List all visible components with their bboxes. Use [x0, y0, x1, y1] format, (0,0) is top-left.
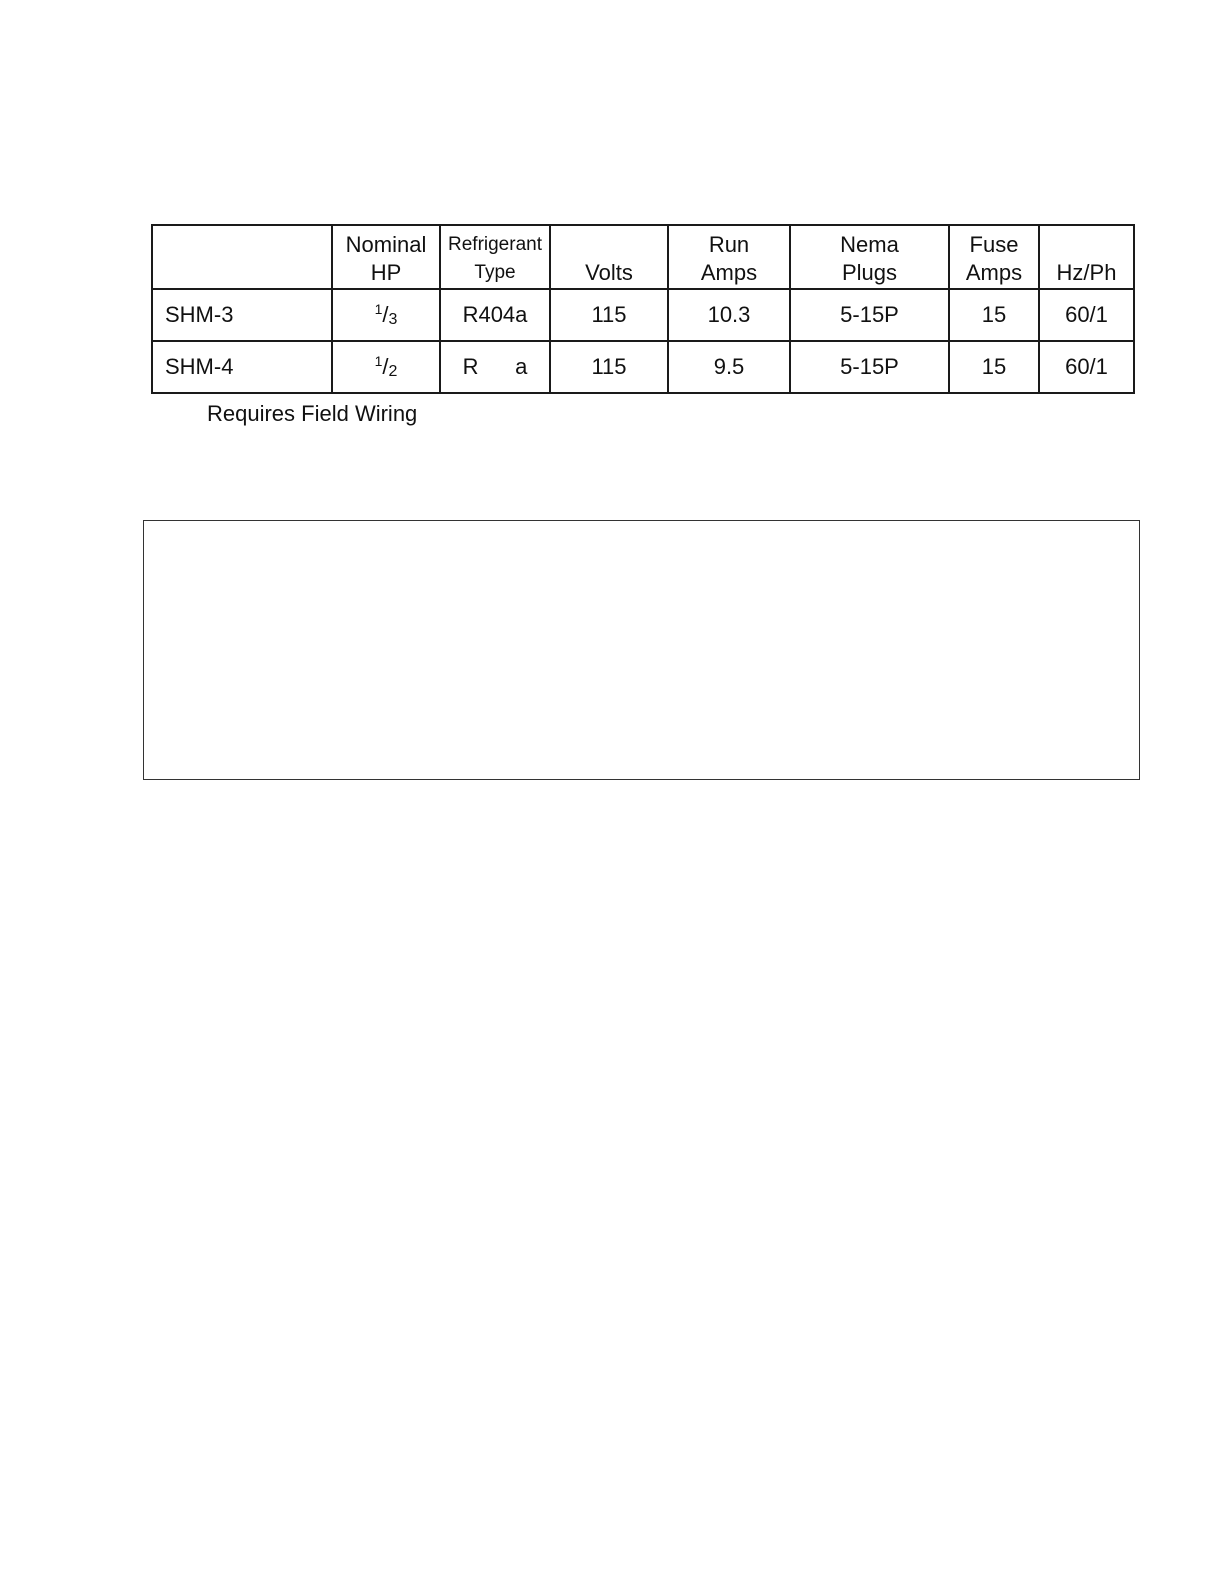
electrical-spec-table: [151, 224, 1135, 394]
cell-fuse-amps: 15: [949, 341, 1039, 393]
cell-nominal-hp: $^1/_3$: [332, 289, 440, 341]
header-run-amps-line2: Amps: [700, 260, 758, 285]
header-nema-plugs-line2: Plugs: [841, 260, 898, 285]
header-nema-plugs-line1: Nema: [840, 232, 899, 257]
header-nominal-hp: [332, 225, 440, 289]
cell-nema-plugs: 5-15P: [790, 289, 949, 341]
cell-volts: 115: [550, 289, 668, 341]
cell-volts: 115: [550, 341, 668, 393]
header-hz-ph: [1039, 225, 1134, 289]
header-run-amps: [668, 225, 790, 289]
header-nema-plugs: [790, 225, 949, 289]
header-fuse-amps-line2: Amps: [965, 260, 1023, 285]
cell-nema-plugs: 5-15P: [790, 341, 949, 393]
header-volts-label: Volts: [585, 260, 633, 285]
header-nominal-hp-line2: HP: [370, 260, 402, 285]
header-model: [152, 225, 332, 289]
header-hz-ph-label: Hz/Ph: [1056, 260, 1117, 285]
header-run-amps-line1: Run: [708, 232, 750, 257]
table-row: [152, 289, 1134, 341]
cell-run-amps: 9.5: [668, 341, 790, 393]
header-refrigerant-line1: Refrigerant: [448, 234, 542, 255]
cell-fuse-amps: 15: [949, 289, 1039, 341]
cell-refrigerant: R a: [440, 341, 550, 393]
field-wiring-note: Requires Field Wiring: [207, 401, 418, 426]
header-fuse-amps: [949, 225, 1039, 289]
cell-run-amps: 10.3: [668, 289, 790, 341]
cell-model: SHM-3: [152, 289, 332, 341]
header-volts: [550, 225, 668, 289]
cell-model: SHM-4: [152, 341, 332, 393]
empty-bordered-box: [143, 520, 1140, 780]
header-refrigerant-type: [440, 225, 550, 289]
header-nominal-hp-line1: Nominal: [345, 232, 427, 257]
table-row: [152, 341, 1134, 393]
cell-refrigerant: R404a: [440, 289, 550, 341]
header-refrigerant-line2: Type: [474, 262, 516, 283]
table-header-row: [152, 225, 1134, 289]
cell-hz-ph: 60/1: [1039, 289, 1134, 341]
cell-nominal-hp: $^1/_2$: [332, 341, 440, 393]
cell-hz-ph: 60/1: [1039, 341, 1134, 393]
header-fuse-amps-line1: Fuse: [969, 232, 1019, 257]
